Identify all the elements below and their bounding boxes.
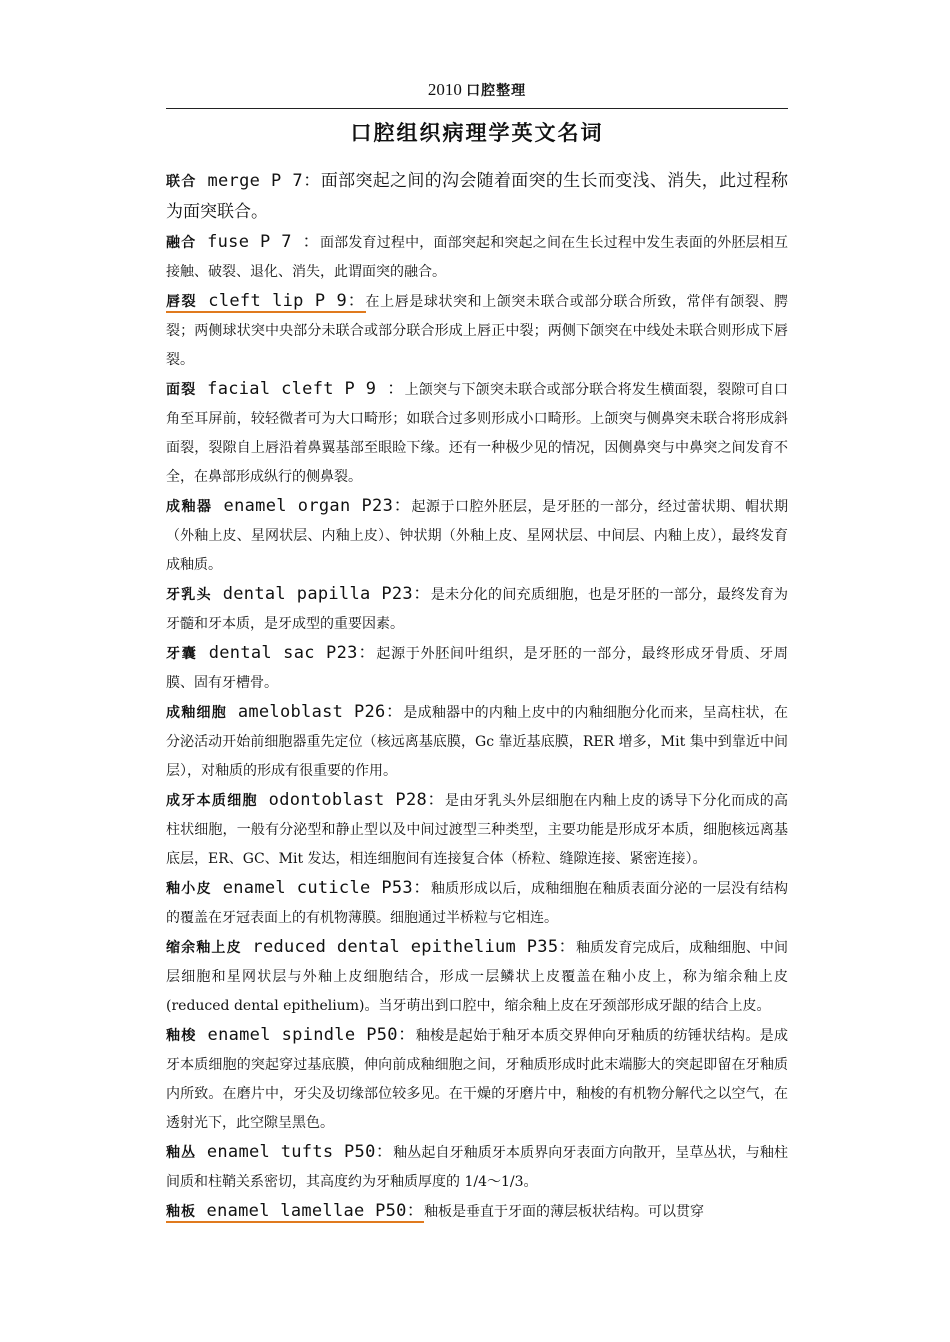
entry-enamel-spindle (166, 1021, 788, 1138)
header-rule (166, 108, 788, 109)
term-definition: 在上唇是球状突和上颌突未联合或部分联合所致，常伴有颌裂、腭裂；两侧球状突中央部分未联合或部分联合形成上唇正中裂；两侧下颌突在中线处未联合则形成下唇裂。 (166, 294, 789, 368)
header-year: 2010 (427, 80, 462, 99)
term-en: fuse P 7 ： (196, 232, 320, 252)
term-cn: 融合 (166, 235, 197, 251)
term-cn: 成釉细胞 (166, 705, 228, 721)
entry-enamel-tufts (166, 1138, 788, 1197)
term-definition: 釉质形成以后，成釉细胞在釉质表面分泌的一层没有结构的覆盖在牙冠表面上的有机物薄膜。细胞通过半桥粒与它相连。 (166, 881, 789, 926)
term-en: facial cleft P 9 ： (196, 379, 405, 399)
term-definition: 面部发育过程中，面部突起和突起之间在生长过程中发生表面的外胚层相互接触、破裂、退化、消失，此谓面突的融合。 (166, 235, 789, 280)
entry-enamel-lamellae (166, 1197, 788, 1227)
entry-odontoblast (166, 786, 788, 874)
term-cn: 成釉器 (166, 499, 213, 515)
term-cn: 唇裂 (166, 294, 198, 310)
entry-ameloblast (166, 698, 788, 786)
term-cn: 联合 (166, 174, 197, 190)
term-cn: 面裂 (166, 382, 197, 398)
entry-facial-cleft (166, 375, 788, 492)
term-definition: 是由牙乳头外层细胞在内釉上皮的诱导下分化而成的高柱状细胞，一般有分泌型和静止型以及中间过渡型三种类型，主要功能是形成牙本质，细胞核远离基底层，ER、GC、Mit 发达，相连细胞间有连接复合体（桥粒、缝隙连接、紧密连接）。 (166, 793, 789, 867)
entry-fuse (166, 228, 788, 287)
entry-enamel-organ (166, 492, 788, 580)
entry-reduced-epithelium (166, 933, 788, 1021)
term-en: dental papilla P23： (211, 584, 431, 604)
term-en: cleft lip P 9： (197, 291, 366, 311)
term-cn: 牙乳头 (166, 587, 212, 603)
term-definition: 釉梭是起始于釉牙本质交界伸向牙釉质的纺锤状结构。是成牙本质细胞的突起穿过基底膜，伸向前成釉细胞之间，牙釉质形成时此末端膨大的突起即留在牙釉质内所致。在磨片中，牙尖及切缘部位较多见。在干燥的牙磨片中，釉梭的有机物分解代之以空气，在透射光下，此空隙呈黑色。 (166, 1028, 789, 1131)
entry-merge (166, 166, 788, 228)
entry-cleft-lip (166, 287, 788, 375)
term-definition: 是成釉器中的内釉上皮中的内釉细胞分化而来，呈高柱状，在分泌活动开始前细胞器重先定位（核远离基底膜，Gc 靠近基底膜，RER 增多，Mit 集中到靠近中间层），对釉质的形成有很重要的作用。 (166, 705, 789, 779)
term-en: enamel tufts P50： (196, 1142, 394, 1162)
term-definition: 釉丛起自牙釉质牙本质界向牙表面方向散开，呈草丛状，与釉柱间质和柱鞘关系密切，其高度约为牙釉质厚度的 1/4～1/3。 (166, 1145, 788, 1190)
term-definition: 釉板是垂直于牙面的薄层板状结构。可以贯穿 (424, 1204, 704, 1220)
entry-dental-sac (166, 639, 788, 698)
entry-enamel-cuticle (166, 874, 788, 933)
document-title: 口腔组织病理学英文名词 (350, 121, 604, 145)
term-definition: 是未分化的间充质细胞，也是牙胚的一部分，最终发育为牙髓和牙本质，是牙成型的重要因素。 (166, 587, 789, 632)
term-cn: 牙囊 (166, 646, 198, 662)
page-header (166, 80, 788, 100)
underline-highlight (166, 1201, 424, 1223)
term-cn: 缩余釉上皮 (166, 940, 242, 956)
term-en: enamel spindle P50： (196, 1025, 416, 1045)
term-en: enamel cuticle P53： (211, 878, 431, 898)
term-definition: 釉质发育完成后，成釉细胞、中间层细胞和星网状层与外釉上皮细胞结合，形成一层鳞状上皮覆盖在釉小皮上，称为缩余釉上皮(reduced dental epithelium)。当牙萌出到口腔中，缩余釉上皮在牙颈部形成牙龈的结合上皮。 (166, 940, 789, 1014)
term-cn: 釉小皮 (166, 881, 212, 897)
term-en: dental sac P23： (197, 643, 377, 663)
term-definition: 上颌突与下颌突未联合或部分联合将发生横面裂，裂隙可自口角至耳屏前，较轻微者可为大口畸形；如联合过多则形成小口畸形。上颌突与侧鼻突未联合将形成斜面裂，裂隙自上唇沿着鼻翼基部至眼睑下缘。还有一种极少见的情况，因侧鼻突与中鼻突之间发育不全，在鼻部形成纵行的侧鼻裂。 (166, 382, 789, 485)
term-cn: 釉板 (166, 1204, 196, 1220)
term-en: ameloblast P26： (227, 702, 404, 722)
term-en: merge P 7： (196, 171, 321, 191)
term-definition: 起源于口腔外胚层，是牙胚的一部分，经过蕾状期、帽状期（外釉上皮、星网状层、内釉上皮）、钟状期（外釉上皮、星网状层、中间层、内釉上皮），最终发育成釉质。 (166, 499, 789, 573)
header-label: 口腔整理 (466, 83, 527, 99)
term-en: enamel lamellae P50： (196, 1201, 424, 1221)
term-en: enamel organ P23： (212, 496, 412, 516)
term-cn: 釉梭 (166, 1028, 197, 1044)
term-cn: 釉丛 (166, 1145, 197, 1161)
term-cn: 成牙本质细胞 (166, 793, 258, 809)
term-definition: 起源于外胚间叶组织，是牙胚的一部分，最终形成牙骨质、牙周膜、固有牙槽骨。 (166, 646, 788, 691)
underline-highlight (166, 291, 366, 313)
term-en: odontoblast P28： (257, 790, 445, 810)
glossary-list (166, 166, 788, 1227)
term-definition: 面部突起之间的沟会随着面突的生长而变浅、消失，此过程称为面突联合。 (166, 171, 789, 222)
entry-dental-papilla (166, 580, 788, 639)
term-en: reduced dental epithelium P35： (241, 937, 576, 957)
